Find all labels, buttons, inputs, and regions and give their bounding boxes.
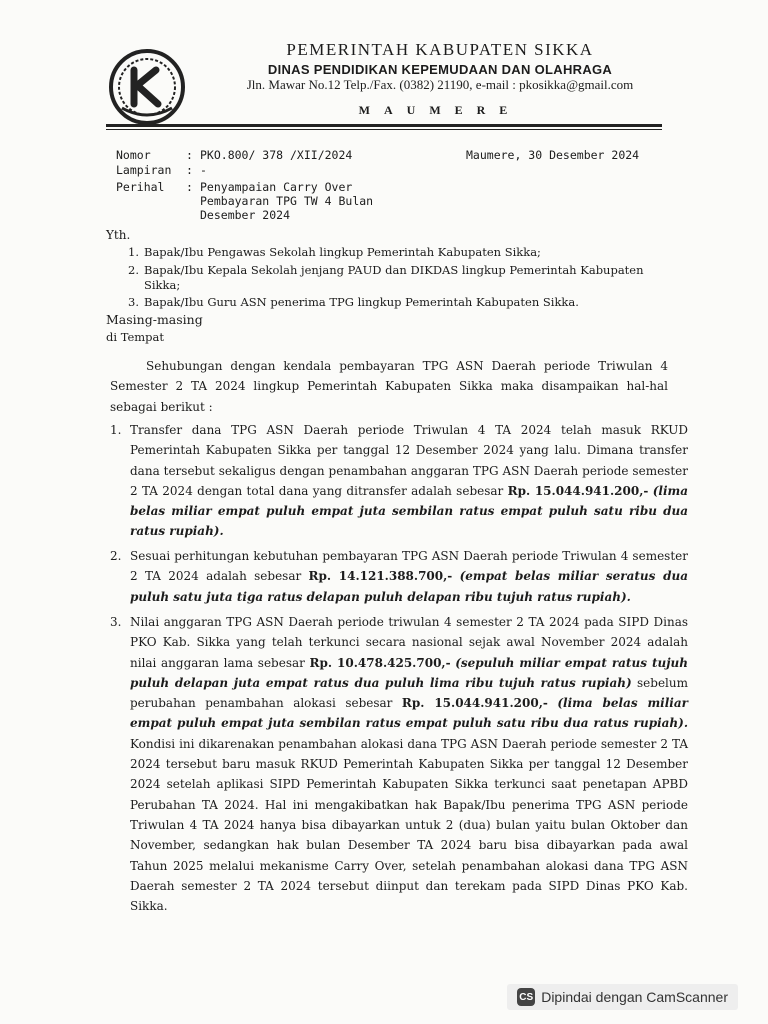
body-item-3: 3. Nilai anggaran TPG ASN Daerah periode triwulan 4 semester 2 TA 2024 pada SIPD Dinas PKO Kab. Sikka yang telah terkunci secara nasional sejak awal November 2024 adalah nilai anggaran lama sebesar Rp. 10.478.425.700,- (sepuluh miliar empat ratus tujuh puluh delapan juta empat ratus dua puluh lima ribu tujuh ratus rupiah) sebelum perubahan penambahan alokasi sebesar Rp. 15.044.941.200,- (lima belas miliar empat puluh empat juta sembilan ratus empat puluh satu ribu dua ratus rupiah). Kondisi ini dikarenakan penambahan alokasi dana TPG ASN Daerah periode semester 2 TA 2024 tersebut baru masuk RKUD Pemerintah Kabupaten Sikka per tanggal 12 Desember 2024 setelah aplikasi SIPD Pemerintah Kabupaten Sikka terkunci saat penetapan APBD Perubahan TA 2024. Hal ini mengakibatkan hak Bapak/Ibu penerima TPG ASN periode Triwulan 4 TA 2024 hanya bisa dibayarkan untuk 2 (dua) bulan yaitu bulan Oktober dan November, sedangkan hak bulan Desember TA 2024 baru bisa dibayarkan pada awal Tahun 2025 melalui mekanisme Carry Over, setelah penambahan alokasi dana TPG ASN Daerah semester 2 TA 2024 tersebut diinput dan terekam pada SIPD Dinas PKO Kab. Sikka. bbox=[110, 615, 688, 914]
government-name: PEMERINTAH KABUPATEN SIKKA bbox=[286, 40, 594, 59]
item3-text2: sebelum perubahan penambahan alokasi sebesar bbox=[130, 675, 688, 711]
item1-words: (lima belas miliar empat puluh empat juta sembilan ratus empat puluh satu ribu dua ratus rupiah). bbox=[130, 483, 688, 539]
lampiran-value: - bbox=[200, 163, 207, 177]
intro-paragraph: Sehubungan dengan kendala pembayaran TPG ASN Daerah periode Triwulan 4 Semester 2 TA 2024 lingkup Pemerintah Kabupaten Sikka maka disampaikan hal-hal sebagai berikut : bbox=[110, 359, 668, 414]
regency-seal-icon bbox=[108, 48, 186, 126]
nomor-colon: : bbox=[186, 148, 193, 162]
item2-words: (empat belas miliar seratus dua puluh satu juta tiga ratus delapan puluh delapan ribu tujuh ratus rupiah). bbox=[130, 569, 688, 604]
recipient-item: 2. Bapak/Ibu Kepala Sekolah jenjang PAUD dan DIKDAS lingkup Pemerintah Kabupaten Sikka; bbox=[128, 263, 644, 292]
perihal-line: Desember 2024 bbox=[200, 208, 291, 222]
salutation: Yth. bbox=[106, 228, 131, 242]
perihal-line: Penyampaian Carry Over bbox=[200, 180, 353, 194]
item3-text3: Kondisi ini dikarenakan penambahan alokasi dana TPG ASN Daerah periode semester 2 TA 2024 tersebut baru masuk RKUD Pemerintah Kabupaten Sikka per tanggal 12 Desember 2024 setelah aplikasi SIPD Pemerintah Kabupaten Sikka terkunci saat penetapan APBD Perubahan TA 2024. Hal ini mengakibatkan hak Bapak/Ibu penerima TPG ASN periode Triwulan 4 TA 2024 hanya bisa dibayarkan untuk 2 (dua) bulan yaitu bulan Oktober dan November, sedangkan hak bulan Desember TA 2024 baru bisa dibayarkan pada awal Tahun 2025 melalui mekanisme Carry Over, setelah penambahan alokasi dana TPG ASN Daerah semester 2 TA 2024 tersebut diinput dan terekam pada SIPD Dinas PKO Kab. Sikka. bbox=[130, 736, 688, 914]
perihal-colon: : bbox=[186, 180, 193, 194]
camscanner-text: Dipindai dengan CamScanner bbox=[541, 989, 728, 1005]
perihal-line: Pembayaran TPG TW 4 Bulan bbox=[200, 194, 374, 208]
item2-amount: Rp. 14.121.388.700,- bbox=[308, 569, 453, 584]
item1-amount: Rp. 15.044.941.200,- bbox=[507, 483, 649, 498]
perihal-label: Perihal bbox=[116, 180, 165, 194]
item3-words2: (lima belas miliar empat puluh empat juta sembilan ratus empat puluh satu ribu dua ratus rupiah). bbox=[130, 696, 688, 731]
letterhead-rule-thick bbox=[106, 124, 662, 127]
item2-text: Sesuai perhitungan kebutuhan pembayaran TPG ASN Daerah periode Triwulan 4 semester 2 TA 2024 adalah sebesar bbox=[130, 549, 688, 584]
recipient-item: 3. Bapak/Ibu Guru ASN penerima TPG lingkup Pemerintah Kabupaten Sikka. bbox=[128, 295, 579, 309]
nomor-value: PKO.800/ 378 /XII/2024 bbox=[200, 148, 353, 162]
regency-logo bbox=[108, 48, 186, 126]
recipient-item: 1. Bapak/Ibu Pengawas Sekolah lingkup Pemerintah Kabupaten Sikka; bbox=[128, 245, 541, 259]
camscanner-watermark bbox=[507, 984, 738, 1010]
lampiran-colon: : bbox=[186, 163, 193, 177]
perihal-value bbox=[200, 180, 373, 222]
letterhead-rule-thin bbox=[106, 129, 662, 130]
di-tempat: di Tempat bbox=[106, 330, 165, 344]
nomor-label: Nomor bbox=[116, 148, 151, 162]
city-name: MAUMERE bbox=[358, 103, 522, 117]
item1-text: Transfer dana TPG ASN Daerah periode Triwulan 4 TA 2024 telah masuk RKUD Pemerintah Kabupaten Sikka per tanggal 12 Desember 2024 yang lalu. Dimana transfer dana tersebut sekaligus dengan penambahan anggaran TPG ASN Daerah periode semester 2 TA 2024 dengan total dana yang ditransfer adalah sebesar bbox=[130, 423, 688, 498]
camscanner-icon: CS bbox=[517, 988, 535, 1006]
lampiran-label: Lampiran bbox=[116, 163, 172, 177]
agency-name: DINAS PENDIDIKAN KEPEMUDAAN DAN OLAHRAGA bbox=[267, 62, 613, 77]
place-date: Maumere, 30 Desember 2024 bbox=[466, 148, 640, 162]
item3-amount1: Rp. 10.478.425.700,- bbox=[309, 655, 451, 670]
body-item-1: 1. Transfer dana TPG ASN Daerah periode Triwulan 4 TA 2024 telah masuk RKUD Pemerintah Kabupaten Sikka per tanggal 12 Desember 2024 yang lalu. Dimana transfer dana tersebut sekaligus dengan penambahan anggaran TPG ASN Daerah periode semester 2 TA 2024 dengan total dana yang ditransfer adalah sebesar Rp. 15.044.941.200,- (lima belas miliar empat puluh empat juta sembilan ratus empat puluh satu ribu dua ratus rupiah). bbox=[110, 423, 688, 539]
item3-text1: Nilai anggaran TPG ASN Daerah periode triwulan 4 semester 2 TA 2024 pada SIPD Dinas PKO Kab. Sikka yang telah terkunci secara nasional sejak awal November 2024 adalah nilai anggaran lama sebesar bbox=[130, 615, 688, 670]
masing-masing: Masing-masing bbox=[106, 312, 203, 327]
item3-words1: (sepuluh miliar empat ratus tujuh puluh delapan juta empat ratus dua puluh lima ribu tujuh ratus rupiah) bbox=[130, 655, 688, 690]
letterhead bbox=[200, 40, 680, 118]
body-item-2: 2. Sesuai perhitungan kebutuhan pembayaran TPG ASN Daerah periode Triwulan 4 semester 2 TA 2024 adalah sebesar Rp. 14.121.388.700,- (empat belas miliar seratus dua puluh satu juta tiga ratus delapan puluh delapan ribu tujuh ratus rupiah). bbox=[110, 549, 688, 604]
agency-address: Jln. Mawar No.12 Telp./Fax. (0382) 21190, e-mail : pkosikka@gmail.com bbox=[246, 77, 634, 92]
item3-amount2: Rp. 15.044.941.200,- bbox=[401, 696, 548, 711]
